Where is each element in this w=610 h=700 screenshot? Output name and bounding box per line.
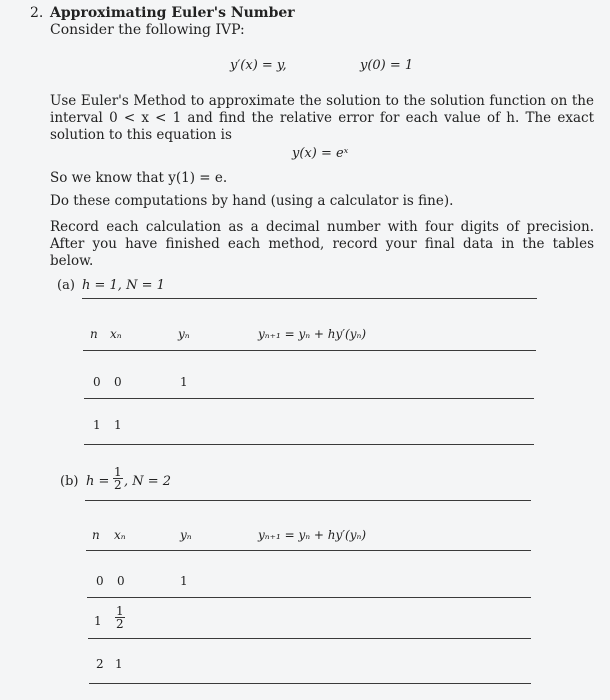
part-b-row1-n: 1 xyxy=(94,614,102,628)
part-b-h-denominator: 2 xyxy=(114,478,122,492)
part-a-row0-rule xyxy=(84,398,534,399)
part-a-label: (a) xyxy=(57,278,75,293)
part-a-header-x: xₙ xyxy=(110,327,122,341)
part-a-header-n: n xyxy=(90,327,98,341)
part-b-row1-rule xyxy=(88,638,531,639)
part-b-h-prefix: h = xyxy=(86,474,110,489)
part-a-params: h = 1, N = 1 xyxy=(82,278,165,293)
part-a-header-rule xyxy=(83,350,536,351)
instructions-paragraph: Use Euler's Method to approximate the solution to the solution function on the interval 0 < x < 1 and find the relative error for each value of h. The exact solution to this equation is xyxy=(50,93,594,143)
part-b-row0-n: 0 xyxy=(96,574,104,588)
part-b-header-n: n xyxy=(92,528,100,542)
part-b-row2-n: 2 xyxy=(96,657,104,671)
part-b-row0-rule xyxy=(87,597,531,598)
part-a-header-update: yₙ₊₁ = yₙ + hy′(yₙ) xyxy=(258,327,367,341)
part-b-row2-x: 1 xyxy=(115,657,123,671)
part-b-row0-y: 1 xyxy=(180,574,188,588)
ode-equation: y′(x) = y, xyxy=(230,58,287,73)
part-a-header-y: yₙ xyxy=(178,327,190,341)
problem-title: Approximating Euler's Number xyxy=(50,5,295,21)
part-a-row1-x: 1 xyxy=(114,418,122,432)
part-b-header-update: yₙ₊₁ = yₙ + hy′(yₙ) xyxy=(258,528,367,542)
part-a-row1-rule xyxy=(84,444,534,445)
part-a-title-rule xyxy=(82,298,537,299)
part-b-params: , N = 2 xyxy=(124,474,172,489)
part-b-row1-x-fraction xyxy=(115,605,125,630)
part-a-row0-n: 0 xyxy=(93,375,101,389)
part-a-row0-x: 0 xyxy=(114,375,122,389)
part-b-row0-x: 0 xyxy=(117,574,125,588)
exact-solution: y(x) = eˣ xyxy=(292,146,349,161)
problem-intro: Consider the following IVP: xyxy=(50,22,245,38)
part-a-row0-y: 1 xyxy=(180,375,188,389)
part-b-h-numerator: 1 xyxy=(114,465,122,479)
part-b-row2-rule xyxy=(89,683,531,684)
part-a-row1-n: 1 xyxy=(93,418,101,432)
part-b-header-x: xₙ xyxy=(114,528,126,542)
part-b-label: (b) xyxy=(60,474,79,489)
part-b-row1-x-numerator: 1 xyxy=(116,604,124,618)
part-b-header-y: yₙ xyxy=(180,528,192,542)
note-by-hand: Do these computations by hand (using a calculator is fine). xyxy=(50,193,454,209)
part-b-title-rule xyxy=(85,500,531,501)
part-b-header-rule xyxy=(86,550,531,551)
note-precision: Record each calculation as a decimal number with four digits of precision. After you have finished each method, record your final data in the tables below. xyxy=(50,219,594,269)
problem-number: 2. xyxy=(30,5,44,21)
part-b-h-fraction xyxy=(113,466,123,491)
note-y1: So we know that y(1) = e. xyxy=(50,170,228,186)
part-b-row1-x-denominator: 2 xyxy=(116,617,124,631)
initial-condition: y(0) = 1 xyxy=(360,58,414,73)
